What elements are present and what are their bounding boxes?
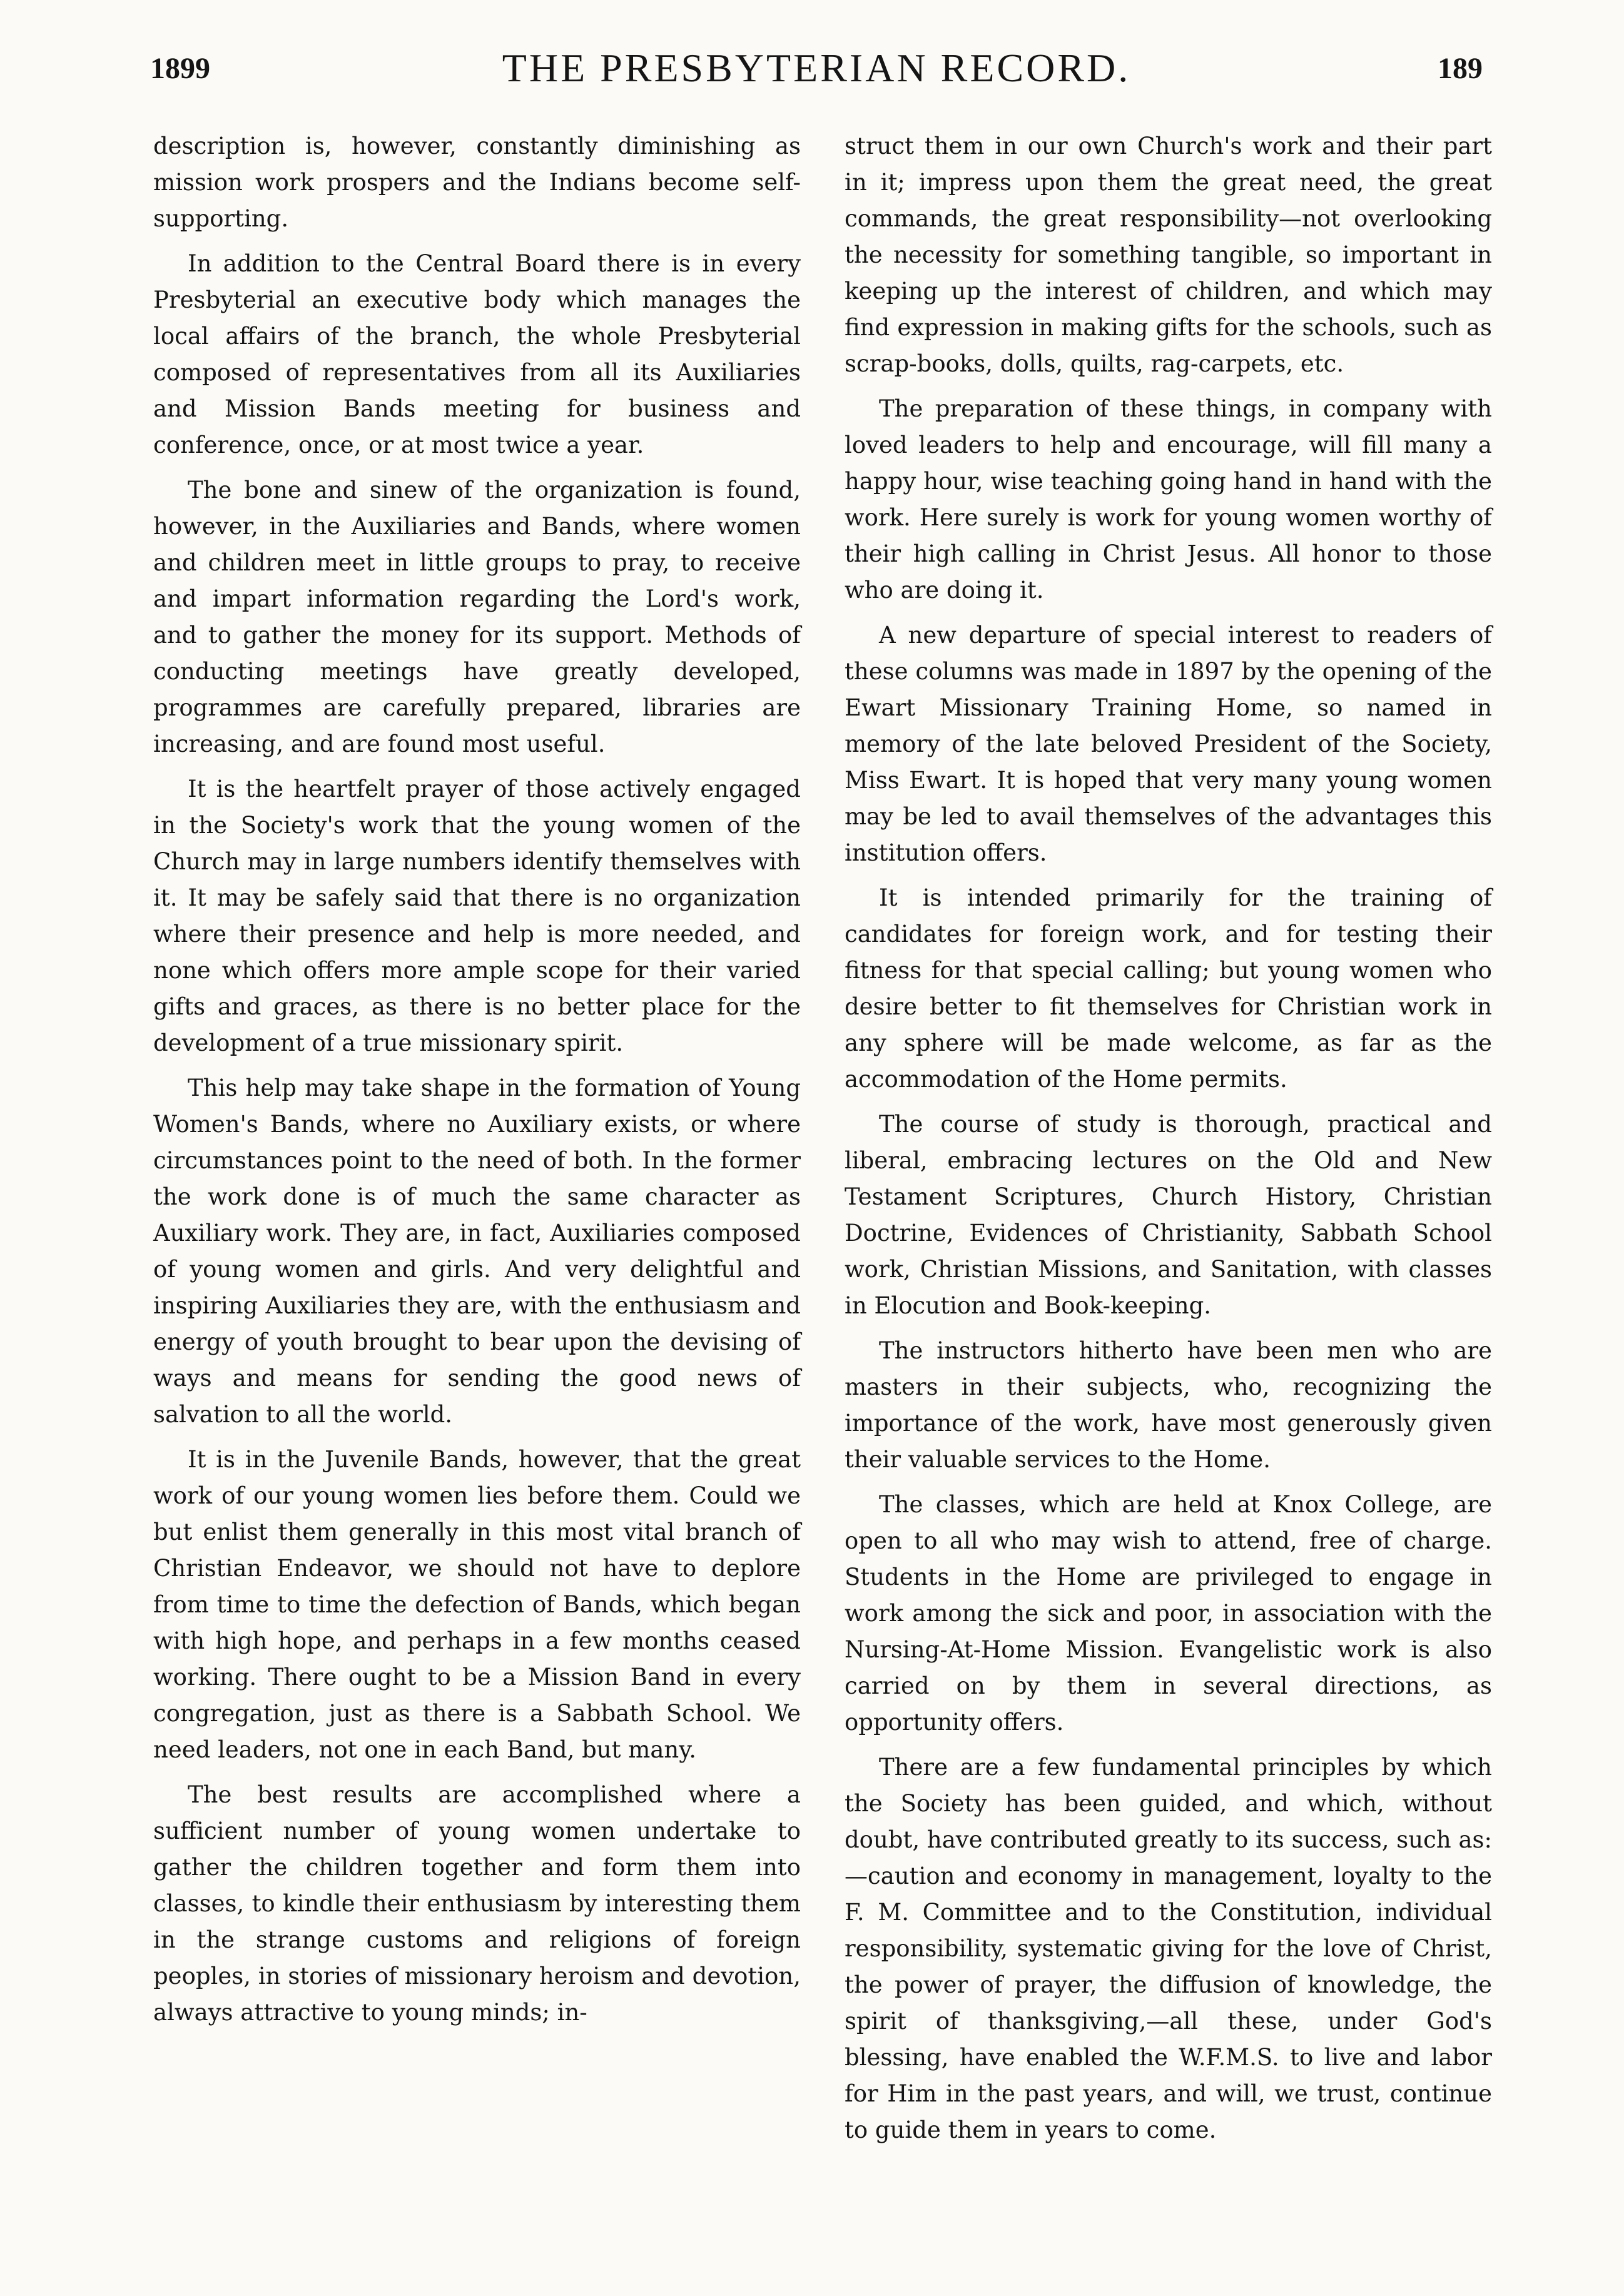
page-number: 189	[1438, 52, 1483, 85]
paragraph: A new departure of special interest to readers of these columns was made in 1897 by the opening of the Ewart Missionary Training Home, so named in memory of the late beloved President of the Society, Miss Ewart. It is hoped that very many young women may be led to avail themselves of the advantages this institution offers.	[845, 622, 1492, 866]
right-column	[845, 128, 1492, 2157]
paragraph: The best results are accomplished where a sufficient number of young women undertake to gather the children together and form them into classes, to kindle their enthusiasm by interesting them in the strange customs and religions of foreign peoples, in stories of missionary heroism and devotion, always attractive to young minds; in-	[153, 1781, 801, 2026]
paragraph: The classes, which are held at Knox College, are open to all who may wish to attend, free of charge. Students in the Home are privileged to engage in work among the sick and poor, in association with the Nursing-At-Home Mission. Evangelistic work is also carried on by them in several directions, as opportunity offers.	[845, 1491, 1492, 1736]
paragraph: The bone and sinew of the organization is found, however, in the Auxiliaries and Bands, where women and children meet in little groups to pray, to receive and impart information regarding the Lord's work, and to gather the money for its support. Methods of conducting meetings have greatly developed, programmes are carefully prepared, libraries are increasing, and are found most useful.	[153, 477, 801, 757]
paragraph: It is in the Juvenile Bands, however, that the great work of our young women lies before them. Could we but enlist them generally in this most vital branch of Christian Endeavor, we should not have to deplore from time to time the defection of Bands, which began with high hope, and perhaps in a few months ceased working. There ought to be a Mission Band in every congregation, just as there is a Sabbath School. We need leaders, not one in each Band, but many.	[153, 1446, 801, 1763]
page-header	[150, 45, 1483, 114]
paragraph: It is intended primarily for the training of candidates for foreign work, and for testing their fitness for that special calling; but young women who desire better to fit themselves for Christian work in any sphere will be made welcome, as far as the accommodation of the Home permits.	[845, 884, 1492, 1093]
paragraph: The preparation of these things, in company with loved leaders to help and encourage, will fill many a happy hour, wise teaching going hand in hand with the work. Here surely is work for young women worthy of their high calling in Christ Jesus. All honor to those who are doing it.	[845, 395, 1492, 604]
paragraph: The instructors hitherto have been men who are masters in their subjects, who, recognizing the importance of the work, have most generously given their valuable services to the Home.	[845, 1337, 1492, 1473]
left-column	[153, 128, 801, 2040]
paragraph: It is the heartfelt prayer of those actively engaged in the Society's work that the young women of the Church may in large numbers identify themselves with it. It may be safely said that there is no organization where their presence and help is more needed, and none which offers more ample scope for their varied gifts and graces, as there is no better place for the development of a true missionary spirit.	[153, 776, 801, 1056]
paragraph: This help may take shape in the formation of Young Women's Bands, where no Auxiliary exists, or where circumstances point to the need of both. In the former the work done is of much the same character as Auxiliary work. They are, in fact, Auxiliaries composed of young women and girls. And very delightful and inspiring Auxiliaries they are, with the enthusiasm and energy of youth brought to bear upon the devising of ways and means for sending the good news of salvation to all the world.	[153, 1075, 801, 1428]
paragraph: The course of study is thorough, practical and liberal, embracing lectures on the Old and New Testament Scriptures, Church History, Christian Doctrine, Evidences of Christianity, Sabbath School work, Christian Missions, and Sanitation, with classes in Elocution and Book-keeping.	[845, 1111, 1492, 1319]
paragraph: description is, however, constantly diminishing as mission work prospers and the Indians become self-supporting.	[153, 133, 801, 232]
header-year: 1899	[150, 52, 210, 85]
paragraph: There are a few fundamental principles by which the Society has been guided, and which, without doubt, have contributed greatly to its success, such as:—caution and economy in management, loyalty to the F. M. Committee and to the Constitution, individual responsibility, systematic giving for the love of Christ, the power of prayer, the diffusion of knowledge, the spirit of thanksgiving,—all these, under God's blessing, have enabled the W.F.M.S. to live and labor for Him in the past years, and will, we trust, continue to guide them in years to come.	[845, 1754, 1492, 2143]
publication-title: THE PRESBYTERIAN RECORD.	[502, 46, 1131, 90]
paragraph: In addition to the Central Board there is in every Presbyterial an executive body which manages the local affairs of the branch, the whole Presbyterial composed of representatives from all its Auxiliaries and Mission Bands meeting for business and conference, once, or at most twice a year.	[153, 250, 801, 458]
paragraph: struct them in our own Church's work and their part in it; impress upon them the great need, the great commands, the great responsibility—not overlooking the necessity for something tangible, so important in keeping up the interest of children, and which may find expression in making gifts for the schools, such as scrap-books, dolls, quilts, rag-carpets, etc.	[845, 133, 1492, 377]
